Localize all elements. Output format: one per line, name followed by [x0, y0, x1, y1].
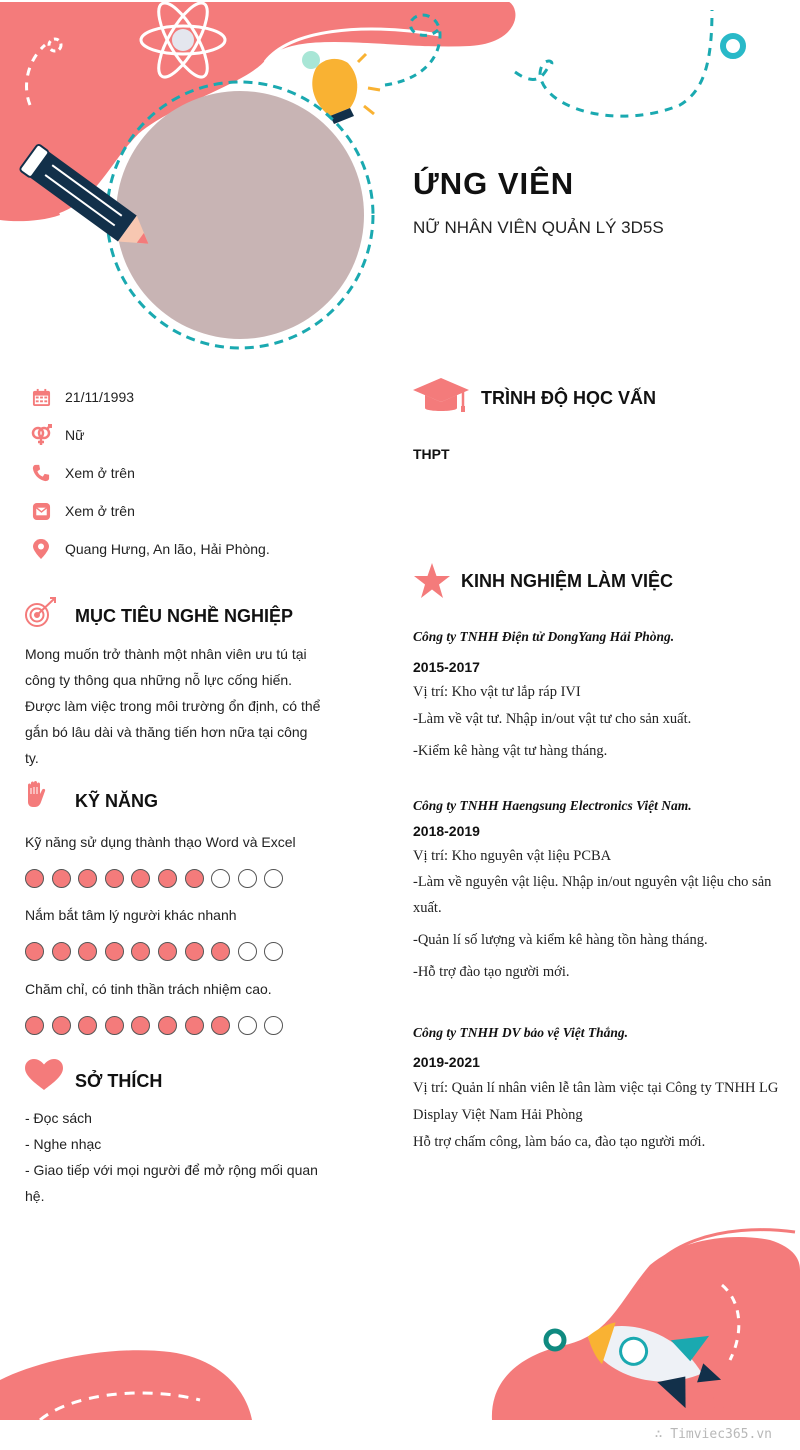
education-title: TRÌNH ĐỘ HỌC VẤN: [481, 388, 656, 408]
target-icon: [24, 596, 58, 630]
skill-rating: [25, 942, 283, 961]
rating-dot-filled: [105, 869, 124, 888]
rating-dot-filled: [52, 1016, 71, 1035]
job-title: NỮ NHÂN VIÊN QUẢN LÝ 3D5S: [413, 218, 664, 237]
objective-text: [25, 641, 335, 771]
skill-label: Chăm chỉ, có tinh thần trách nhiệm cao.: [25, 981, 272, 997]
rating-dot-filled: [78, 942, 97, 961]
hobby-item: - Nghe nhạc: [25, 1136, 102, 1152]
contact-phone: [30, 461, 135, 485]
contact-gender: [30, 423, 84, 447]
rating-dot-empty: [264, 869, 283, 888]
objective-line: gắn bó lâu dài và thăng tiến hơn nữa tại công: [25, 724, 308, 740]
job-detail: Vị trí: Kho nguyên vật liệu PCBA: [413, 848, 612, 864]
rating-dot-filled: [158, 1016, 177, 1035]
skill-rating: [25, 1016, 283, 1035]
rating-dot-filled: [25, 869, 44, 888]
address-text: Quang Hưng, An lão, Hải Phòng.: [65, 541, 270, 557]
rating-dot-filled: [131, 1016, 150, 1035]
gender-text: Nữ: [65, 427, 85, 443]
job-detail: Hỗ trợ chấm công, làm báo ca, đào tạo người mới.: [413, 1134, 706, 1150]
email-icon: [30, 500, 52, 522]
location-pin-icon: [30, 538, 52, 560]
rating-dot-filled: [211, 942, 230, 961]
rating-dot-filled: [52, 869, 71, 888]
contact-address: [30, 537, 270, 561]
rating-dot-empty: [211, 869, 230, 888]
education-level: THPT: [413, 446, 450, 462]
rating-dot-empty: [264, 1016, 283, 1035]
rating-dot-filled: [78, 1016, 97, 1035]
objective-line: Mong muốn trở thành một nhân viên ưu tú tại: [25, 646, 307, 662]
experience-title: KINH NGHIỆM LÀM VIỆC: [461, 571, 674, 591]
rating-dot-filled: [131, 942, 150, 961]
rating-dot-filled: [105, 942, 124, 961]
job-detail: -Làm về nguyên vật liệu. Nhập in/out nguyên vật liệu cho sản: [413, 874, 772, 890]
skills-title: KỸ NĂNG: [75, 791, 159, 811]
rating-dot-empty: [238, 942, 257, 961]
job-company: Công ty TNHH Điện tử DongYang Hải Phòng.: [413, 629, 675, 644]
objective-line: công ty thông qua những nỗ lực cống hiến.: [25, 672, 293, 688]
email-text: Xem ở trên: [65, 503, 135, 519]
job-detail: xuất.: [413, 900, 442, 916]
star-icon: [413, 563, 451, 599]
rating-dot-filled: [131, 869, 150, 888]
hobby-item: - Giao tiếp với mọi người để mở rộng mối quan: [25, 1162, 318, 1178]
skill-label: Kỹ năng sử dụng thành thạo Word và Excel: [25, 834, 296, 850]
contact-birthday: [30, 385, 134, 409]
rating-dot-empty: [238, 1016, 257, 1035]
rating-dot-filled: [25, 942, 44, 961]
hand-icon: [24, 780, 48, 810]
hobby-item: - Đọc sách: [25, 1110, 92, 1126]
job-company: Công ty TNHH Haengsung Electronics Việt Nam.: [413, 798, 692, 813]
hobbies-title: SỞ THÍCH: [75, 1071, 163, 1091]
hobbies-list: [25, 1105, 335, 1209]
candidate-name: ỨNG VIÊN: [413, 166, 575, 201]
job-years: 2019-2021: [413, 1054, 480, 1070]
job-detail: -Hỗ trợ đào tạo người mới.: [413, 964, 570, 980]
phone-icon: [30, 462, 52, 484]
avatar: [116, 91, 364, 339]
rating-dot-empty: [238, 869, 257, 888]
contact-email: [30, 499, 135, 523]
rating-dot-filled: [158, 942, 177, 961]
job-detail: Display Việt Nam Hải Phòng: [413, 1107, 583, 1123]
job-detail: -Kiểm kê hàng vật tư hàng tháng.: [413, 743, 608, 759]
phone-text: Xem ở trên: [65, 465, 135, 481]
rating-dot-filled: [52, 942, 71, 961]
birthday-text: 21/11/1993: [65, 389, 135, 405]
rating-dot-empty: [264, 942, 283, 961]
job-company: Công ty TNHH DV bảo vệ Việt Thắng.: [413, 1025, 629, 1040]
objective-line: Được làm việc trong môi trường ổn định, có thể: [25, 698, 321, 714]
job-years: 2015-2017: [413, 659, 480, 675]
footer-watermark: ∴ Timviec365.vn: [654, 1427, 772, 1442]
calendar-icon: [30, 386, 52, 408]
rating-dot-filled: [25, 1016, 44, 1035]
job-detail: Vị trí: Kho vật tư lắp ráp IVI: [413, 684, 581, 700]
skill-rating: [25, 869, 283, 888]
job-years: 2018-2019: [413, 823, 480, 839]
rating-dot-filled: [78, 869, 97, 888]
rating-dot-filled: [105, 1016, 124, 1035]
heart-icon: [25, 1059, 63, 1091]
rating-dot-filled: [185, 942, 204, 961]
rating-dot-filled: [211, 1016, 230, 1035]
hobby-item: hệ.: [25, 1188, 45, 1204]
objective-title: MỤC TIÊU NGHỀ NGHIỆP: [75, 606, 294, 626]
job-detail: Vị trí: Quản lí nhân viên lễ tân làm việc tại Công ty TNHH LG: [413, 1080, 779, 1096]
job-detail: -Làm về vật tư. Nhập in/out vật tư cho sản xuất.: [413, 711, 692, 727]
rating-dot-filled: [185, 869, 204, 888]
rating-dot-filled: [185, 1016, 204, 1035]
objective-line: ty.: [25, 750, 39, 766]
skill-label: Nắm bắt tâm lý người khác nhanh: [25, 907, 237, 923]
job-detail: -Quản lí số lượng và kiểm kê hàng tồn hàng tháng.: [413, 932, 708, 948]
graduation-cap-icon: [413, 378, 469, 416]
rating-dot-filled: [158, 869, 177, 888]
gender-icon: [30, 424, 52, 446]
